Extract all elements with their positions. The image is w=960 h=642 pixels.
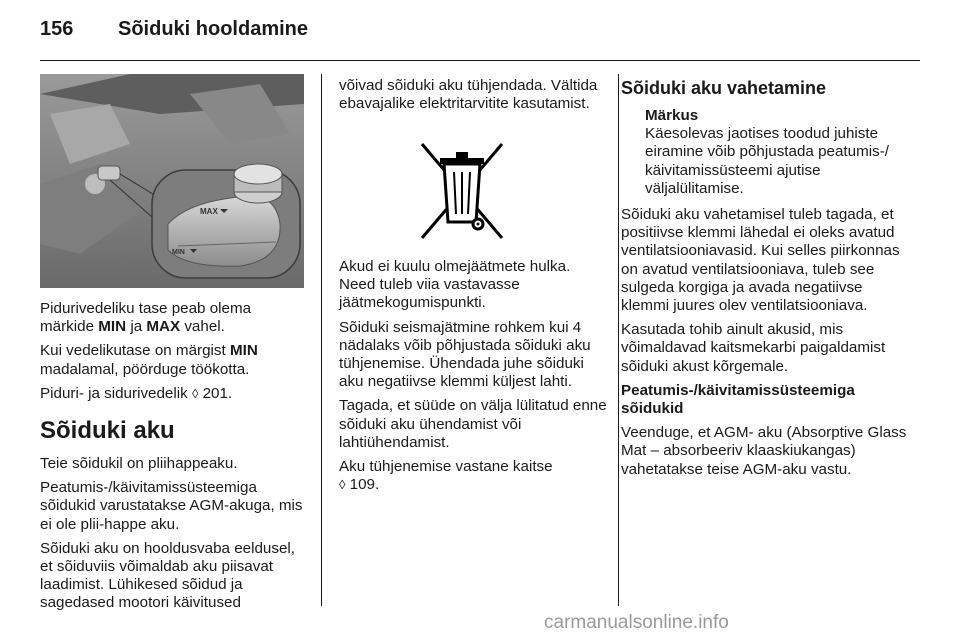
disposal-text: Akud ei kuulu olmejäätmete hulka. Need tuleb viia vastavasse jäätmekogumispunkti.: [339, 258, 571, 312]
agm-battery-text: Peatumis-/käivitamissüsteemiga sõidukid varustatakse AGM-akuga, mis ei ole plii-happe aku.: [40, 479, 303, 533]
brake-fluid-level-text: Pidurivedeliku tase peab olema märkide MIN ja MAX vahel.: [40, 300, 252, 336]
column-divider-1: [321, 74, 322, 606]
note-box: [621, 107, 911, 198]
column-2-continued: [339, 258, 607, 500]
column-divider-2: [618, 74, 619, 606]
page-reference-icon: ◊: [191, 385, 199, 401]
watermark-text: carmanualsonline.info: [544, 612, 729, 633]
fuse-box-text: Kasutada tohib ainult akusid, mis võimaldavad kaitsmekarbi paigaldamist sõiduki akust kõrgemale.: [621, 321, 886, 375]
page-reference-link[interactable]: 201.: [198, 384, 233, 402]
note-title: Märkus: [645, 107, 699, 124]
page-title: Sõiduki hooldamine: [118, 18, 309, 40]
brake-fluid-reservoir-illustration: [40, 74, 304, 288]
brake-clutch-fluid-reference: Piduri- ja sidurivedelik ◊ 201.: [40, 384, 233, 402]
vent-openings-text: Sõiduki aku vahetamisel tuleb tagada, et positiivse klemmi lähedal ei oleks avatud ventilatsiooniavasid. Kui selles piirkonnas on avatud ventilatsiooniava, tuleb see sulgeda korgiga ja avada negatiivse klemmi juures olev ventilatsiooniava.: [621, 206, 900, 315]
page-reference-link[interactable]: 109.: [345, 476, 380, 494]
ignition-off-text: Tagada, et süüde on välja lülitatud enne sõiduki aku ühendamist või lahtiühendamist.: [339, 397, 607, 451]
battery-drain-text: võivad sõiduki aku tühjendada. Vältida ebavajalike elektritarvitite kasutamist.: [339, 77, 598, 113]
page-header: [40, 18, 308, 41]
discharge-protection-reference: Aku tühjenemise vastane kaitse ◊ 109.: [339, 458, 553, 494]
column-3: [621, 77, 911, 485]
column-1: [40, 300, 308, 619]
battery-type-text: Teie sõidukil on pliihappeaku.: [40, 455, 238, 473]
low-fluid-text: Kui vedelikutase on märgist MIN madalamal, pöörduge töökotta.: [40, 342, 258, 378]
agm-replacement-text: Veenduge, et AGM- aku (Absorptive Glass Mat – absorbeeriv klaaskiukangas) vahetatakse teise AGM-aku vastu.: [621, 424, 907, 478]
max-mark-label: MAX: [200, 207, 218, 216]
note-text: Käesolevas jaotises toodud juhiste eiramine võib põhjustada peatumis-/ käivitamissüsteemi ajutise väljalülitamise.: [645, 125, 889, 197]
section-heading-battery: Sõiduki aku: [40, 417, 175, 445]
crossed-out-wheelie-bin-icon: [418, 140, 506, 248]
min-mark-label: MIN: [172, 249, 185, 256]
maintenance-free-text: Sõiduki aku on hooldusvaba eeldusel, et sõiduviis võimaldab aku piisavat laadimist. Lühikesed sõidud ja sagedased mootori käivitused: [40, 539, 295, 612]
storage-text: Sõiduki seismajätmine rohkem kui 4 nädalaks võib põhjustada sõiduki aku tühjenemise. Ühendada juhe sõiduki aku negatiivse klemmi küljest lahti.: [339, 318, 591, 391]
subheading-stop-start-vehicles: Peatumis-/käivitamissüsteemiga sõidukid: [621, 381, 855, 418]
page-reference-icon: ◊: [339, 477, 346, 493]
page-number: 156: [40, 18, 74, 40]
column-2: [339, 77, 607, 119]
section-heading-battery-replacement: Sõiduki aku vahetamine: [621, 78, 827, 98]
header-rule: [40, 60, 920, 61]
